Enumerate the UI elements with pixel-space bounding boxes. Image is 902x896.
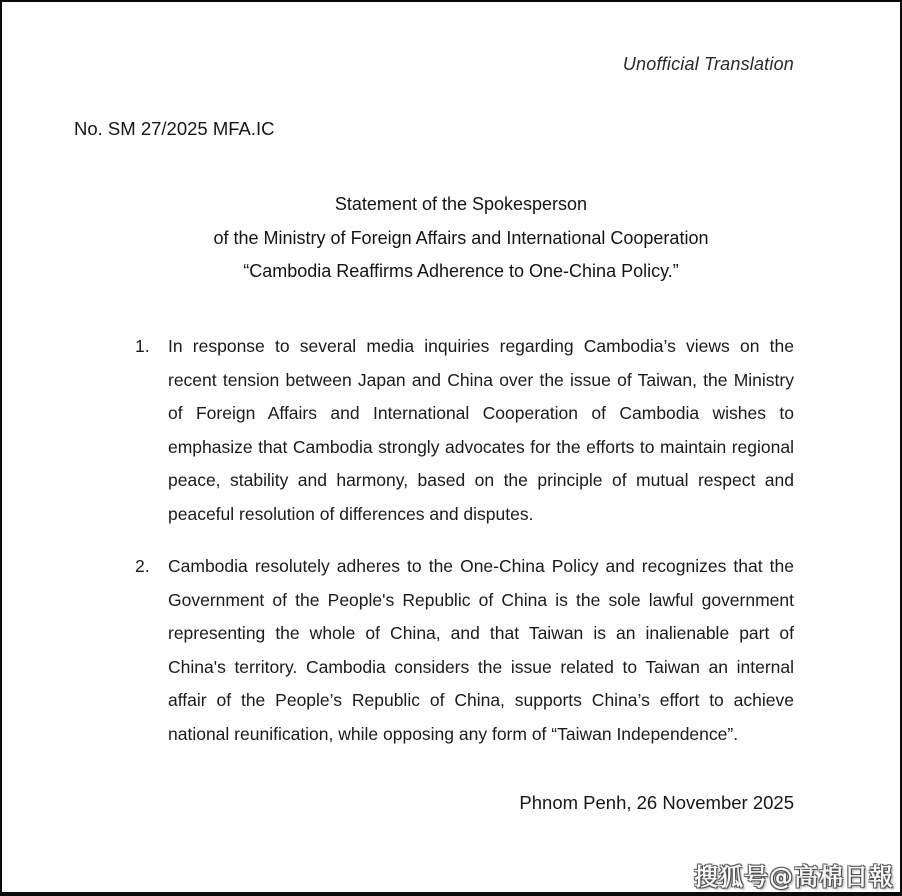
reference-number: No. SM 27/2025 MFA.IC [74,118,275,139]
paragraph-1 [135,330,794,531]
paragraph-2 [135,550,794,751]
title-block [92,188,830,289]
paragraph-2-number: 2. [135,556,150,576]
translation-note: Unofficial Translation [622,54,794,74]
sohu-watermark: 搜狐号@高棉日報 [694,863,894,891]
title-line-2: of the Ministry of Foreign Affairs and International Cooperation [213,227,709,248]
title-line-3: “Cambodia Reaffirms Adherence to One-China Policy.” [243,261,679,281]
paragraph-1-text: In response to several media inquiries regarding Cambodia’s views on the recent tension between Japan and China over the issue of Taiwan, the Ministry of Foreign Affairs and International Cooperation of Cambodia wishes to emphasize that Cambodia strongly advocates for the efforts to maintain regional peace, stability and harmony, based on the principle of mutual respect and peaceful resolution of differences and disputes. [168,336,794,524]
paragraph-1-number: 1. [135,336,150,356]
dateline: Phnom Penh, 26 November 2025 [519,792,794,813]
statement-body [135,330,794,770]
title-line-1: Statement of the Spokesperson [334,194,588,214]
paragraph-2-text: Cambodia resolutely adheres to the One-China Policy and recognizes that the Government of the People's Republic of China is the sole lawful government representing the whole of China, and that Taiwan is an inalienable part of China's territory. Cambodia considers the issue related to Taiwan an internal affair of the People’s Republic of China, supports China’s effort to achieve national reunification, while opposing any form of “Taiwan Independence”. [168,556,794,744]
